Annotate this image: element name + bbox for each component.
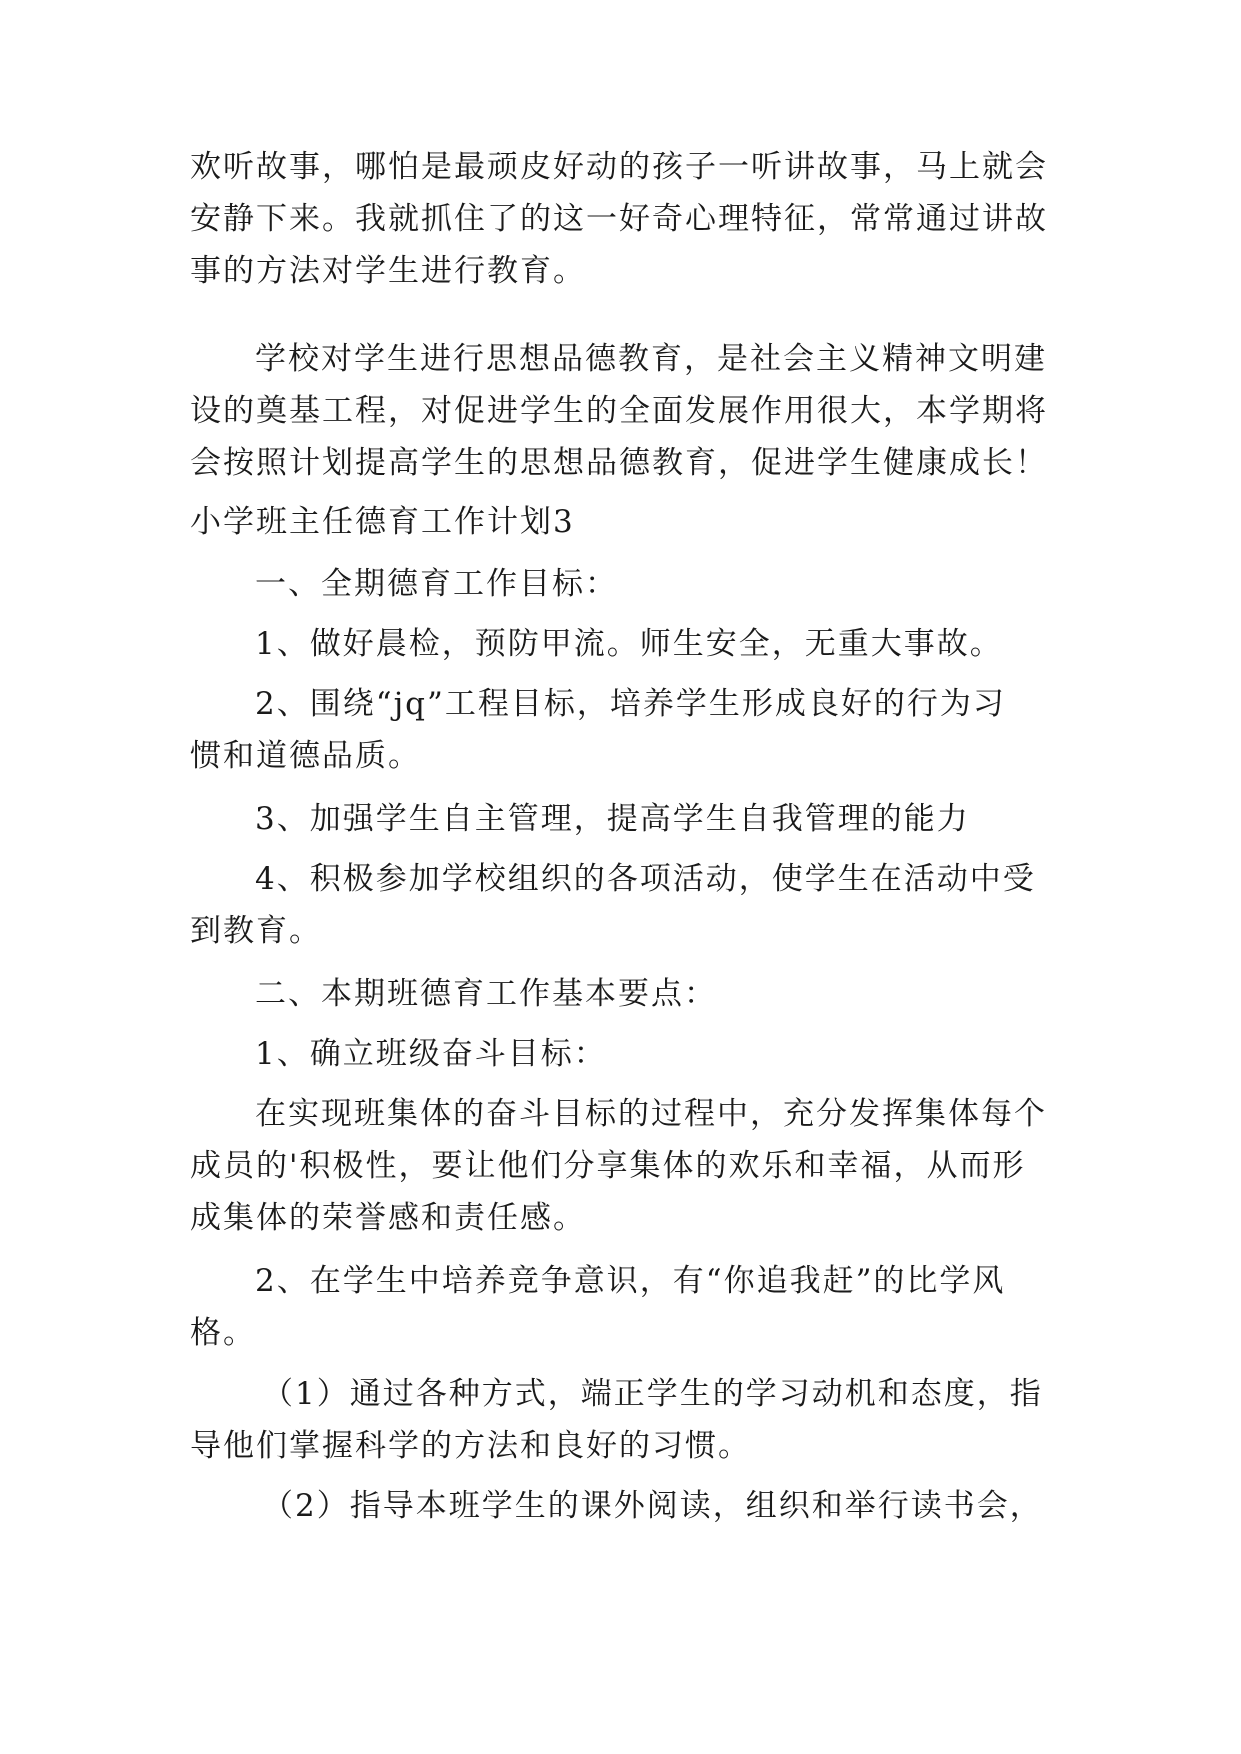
text-line: 惯和道德品质。 xyxy=(190,738,421,774)
text-line: 2、围绕“jq”工程目标，培养学生形成良好的行为习 xyxy=(255,686,1006,722)
text-line: 1、做好晨检，预防甲流。师生安全，无重大事故。 xyxy=(255,626,1003,662)
text-line: （2）指导本班学生的课外阅读，组织和举行读书会， xyxy=(262,1488,1043,1524)
text-line: 学校对学生进行思想品德教育，是社会主义精神文明建 xyxy=(255,341,1047,377)
text-line: 格。 xyxy=(190,1315,256,1351)
section-heading: 小学班主任德育工作计划3 xyxy=(190,504,575,540)
text-line: （1）通过各种方式，端正学生的学习动机和态度，指 xyxy=(262,1376,1043,1412)
text-line: 到教育。 xyxy=(190,913,322,949)
text-line: 4、积极参加学校组织的各项活动，使学生在活动中受 xyxy=(255,861,1036,897)
text-line: 安静下来。我就抓住了的这一好奇心理特征，常常通过讲故 xyxy=(190,201,1048,237)
text-line: 设的奠基工程，对促进学生的全面发展作用很大，本学期将 xyxy=(190,393,1048,429)
text-line: 2、在学生中培养竞争意识，有“你追我赶”的比学风 xyxy=(255,1263,1006,1299)
text-line: 一、全期德育工作目标： xyxy=(255,566,618,602)
text-line: 事的方法对学生进行教育。 xyxy=(190,253,586,289)
text-line: 欢听故事，哪怕是最顽皮好动的孩子一听讲故事，马上就会 xyxy=(190,149,1048,185)
text-line: 1、确立班级奋斗目标： xyxy=(255,1036,607,1072)
text-line: 二、本期班德育工作基本要点： xyxy=(255,976,717,1012)
text-line: 成员的'积极性，要让他们分享集体的欢乐和幸福，从而形 xyxy=(190,1148,1026,1184)
text-line: 成集体的荣誉感和责任感。 xyxy=(190,1200,586,1236)
text-line: 3、加强学生自主管理，提高学生自我管理的能力 xyxy=(255,801,970,837)
text-line: 会按照计划提高学生的思想品德教育，促进学生健康成长！ xyxy=(190,445,1048,481)
text-line: 导他们掌握科学的方法和良好的习惯。 xyxy=(190,1428,751,1464)
text-line: 在实现班集体的奋斗目标的过程中，充分发挥集体每个 xyxy=(255,1096,1047,1132)
